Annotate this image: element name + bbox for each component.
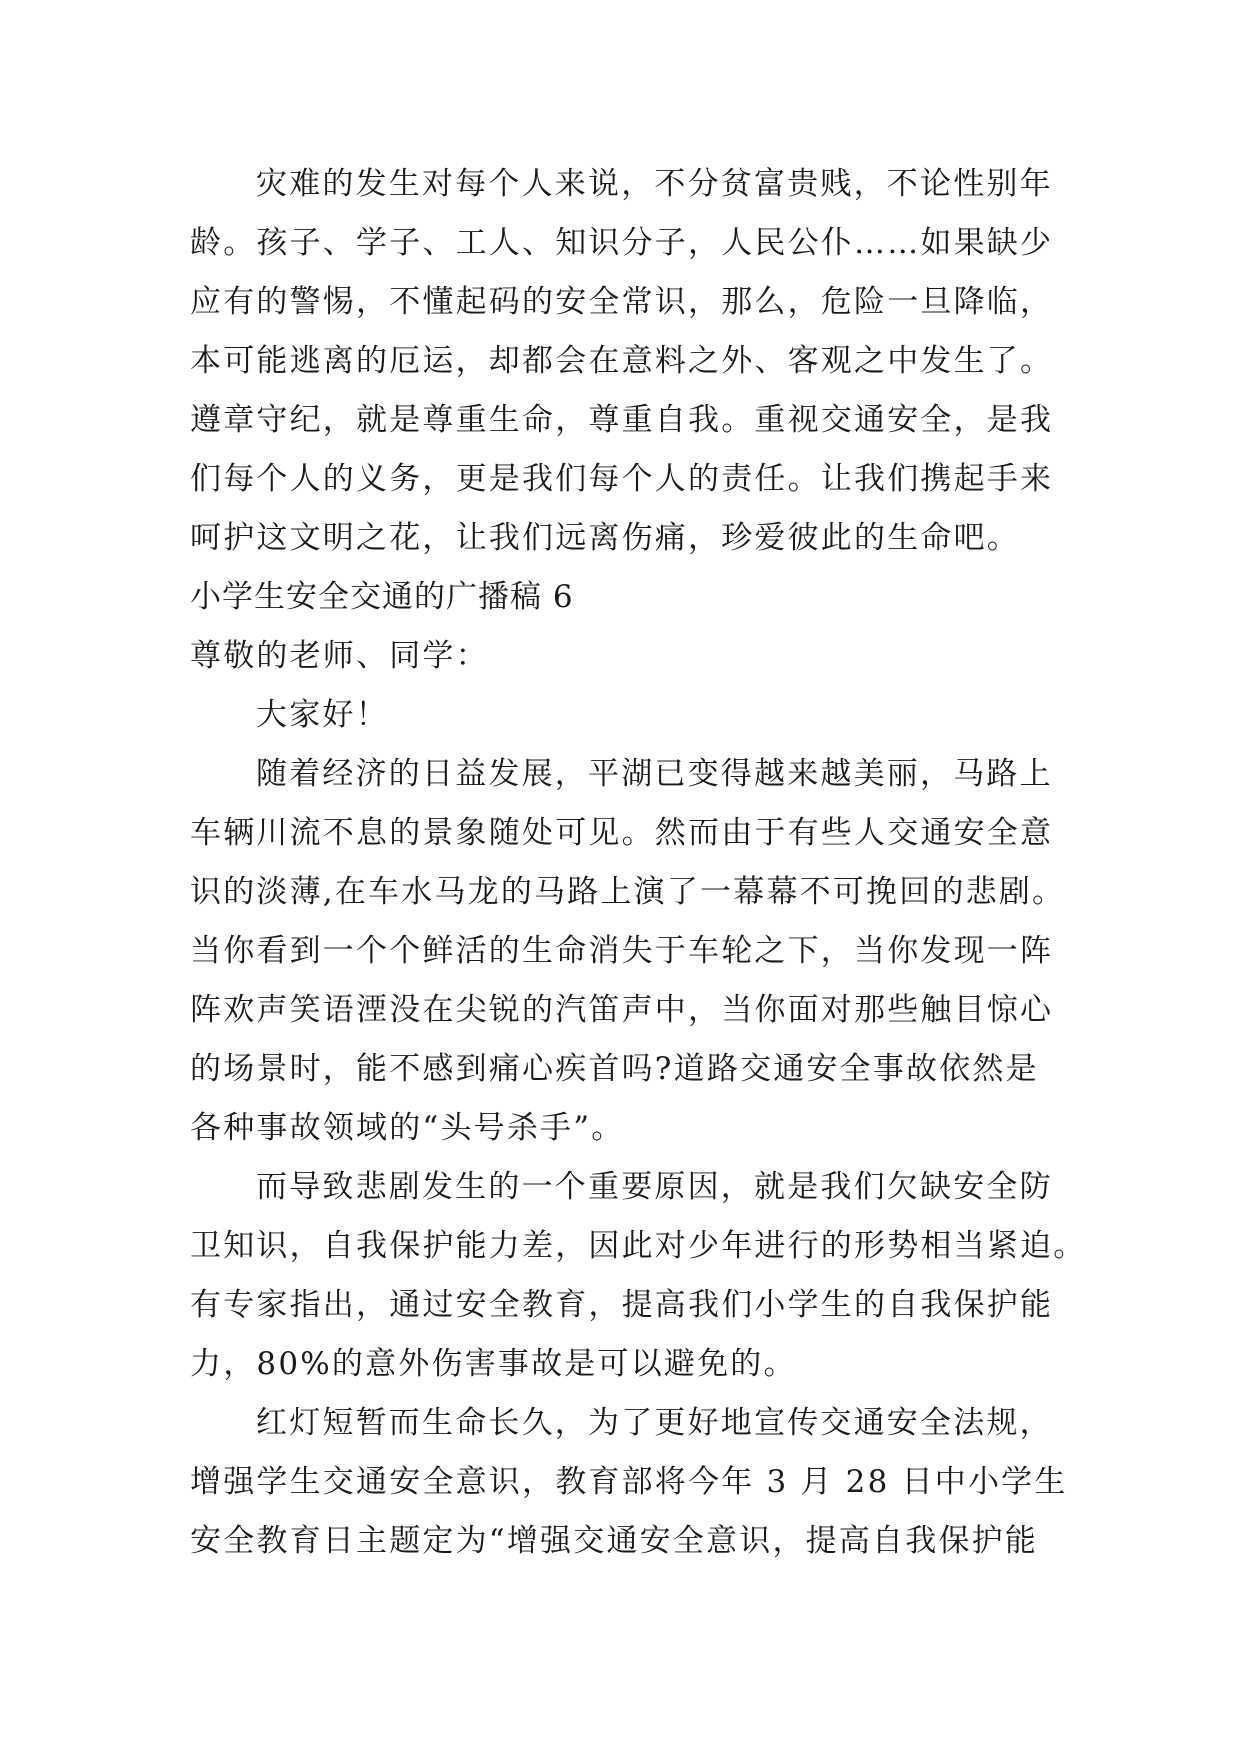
paragraph-line: 车辆川流不息的景象随处可见。然而由于有些人交通安全意 (190, 815, 1054, 851)
paragraph-line: 力，80%的意外伤害事故是可以避免的。 (190, 1346, 797, 1382)
paragraph-line: 红灯短暂而生命长久，为了更好地宣传交通安全法规， (256, 1405, 1053, 1441)
greeting: 大家好！ (256, 697, 389, 733)
paragraph-line: 当你看到一个个鲜活的生命消失于车轮之下，当你发现一阵 (190, 933, 1054, 969)
paragraph-line: 的场景时，能不感到痛心疾首吗?道路交通安全事故依然是 (190, 1051, 1039, 1087)
paragraph-line: 而导致悲剧发生的一个重要原因，就是我们欠缺安全防 (256, 1169, 1053, 1205)
paragraph-line: 阵欢声笑语湮没在尖锐的汽笛声中，当你面对那些触目惊心 (190, 992, 1054, 1028)
paragraph-line: 各种事故领域的“头号杀手”。 (190, 1110, 625, 1146)
document-body (190, 155, 1087, 1571)
paragraph-line: 应有的警惕，不懂起码的安全常识，那么，危险一旦降临， (190, 284, 1054, 320)
paragraph-line: 们每个人的义务，更是我们每个人的责任。让我们携起手来 (190, 461, 1054, 497)
paragraph-line: 遵章守纪，就是尊重生命，尊重自我。重视交通安全，是我 (190, 402, 1054, 438)
paragraph-line: 增强学生交通安全意识，教育部将今年 3 月 28 日中小学生 (190, 1464, 1068, 1500)
paragraph-line: 呵护这文明之花，让我们远离伤痛，珍爱彼此的生命吧。 (190, 520, 1020, 556)
paragraph-line: 安全教育日主题定为“增强交通安全意识，提高自我保护能 (190, 1523, 1039, 1559)
paragraph-line: 识的淡薄,在车水马龙的马路上演了一幕幕不可挽回的悲剧。 (190, 874, 1066, 910)
paragraph-line: 灾难的发生对每个人来说，不分贫富贵贱，不论性别年 (256, 166, 1053, 202)
section-title: 小学生安全交通的广播稿 6 (190, 579, 574, 615)
paragraph-line: 随着经济的日益发展，平湖已变得越来越美丽，马路上 (256, 756, 1053, 792)
paragraph-line: 龄。孩子、学子、工人、知识分子，人民公仆……如果缺少 (190, 225, 1054, 261)
paragraph-line: 卫知识，自我保护能力差，因此对少年进行的形势相当紧迫。 (190, 1228, 1087, 1264)
paragraph-line: 本可能逃离的厄运，却都会在意料之外、客观之中发生了。 (190, 343, 1054, 379)
salutation: 尊敬的老师、同学： (190, 638, 489, 674)
paragraph-line: 有专家指出，通过安全教育，提高我们小学生的自我保护能 (190, 1287, 1054, 1323)
